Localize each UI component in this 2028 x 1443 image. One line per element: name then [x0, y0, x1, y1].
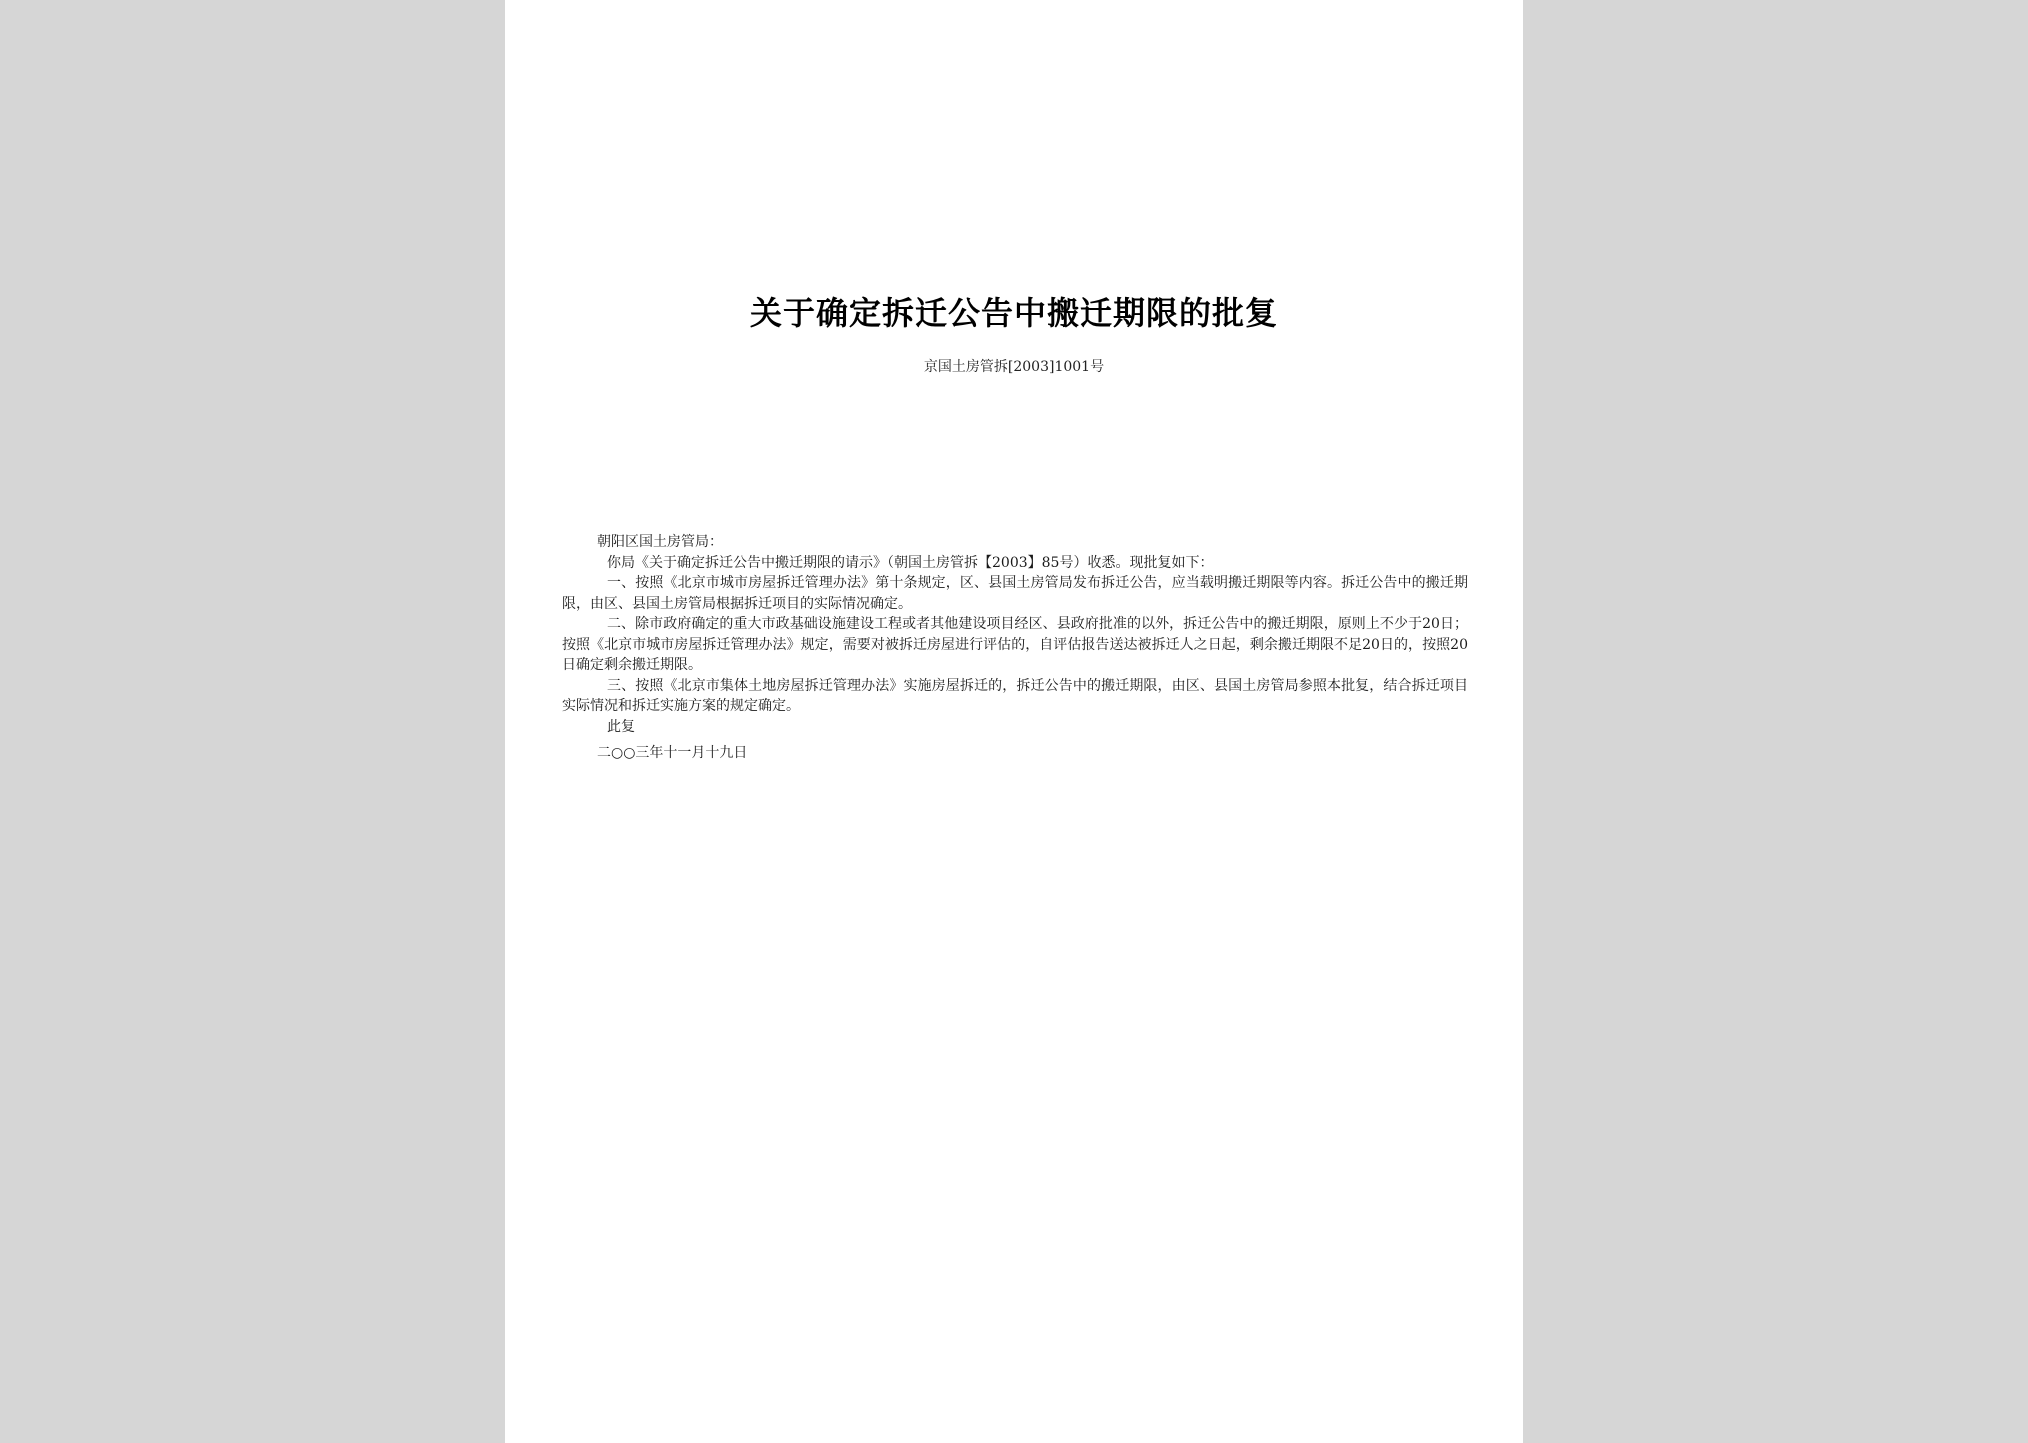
document-date: 二○○三年十一月十九日	[597, 745, 748, 761]
paragraph: 三、按照《北京市集体土地房屋拆迁管理办法》实施房屋拆迁的，拆迁公告中的搬迁期限，由区、县国土房管局参照本批复，结合拆迁项目实际情况和拆迁实施方案的规定确定。	[562, 677, 1468, 714]
document-body	[562, 532, 1468, 764]
document-title: 关于确定拆迁公告中搬迁期限的批复	[749, 294, 1278, 332]
closing-text: 此复	[607, 718, 635, 735]
paragraph: 一、按照《北京市城市房屋拆迁管理办法》第十条规定，区、县国土房管局发布拆迁公告，应当载明搬迁期限等内容。拆迁公告中的搬迁期限，由区、县国土房管局根据拆迁项目的实际情况确定。	[562, 575, 1468, 612]
document-page	[505, 0, 1523, 1443]
paragraph: 二、除市政府确定的重大市政基础设施建设工程或者其他建设项目经区、县政府批准的以外，拆迁公告中的搬迁期限，原则上不少于20日；按照《北京市城市房屋拆迁管理办法》规定，需要对被拆迁房屋进行评估的，自评估报告送达被拆迁人之日起，剩余搬迁期限不足20日的，按照20日确定剩余搬迁期限。	[562, 616, 1468, 673]
addressee: 朝阳区国土房管局：	[597, 534, 723, 550]
paragraph: 你局《关于确定拆迁公告中搬迁期限的请示》（朝国土房管拆【2003】85号）收悉。现批复如下：	[607, 554, 1214, 571]
document-number: 京国土房管拆[2003]1001号	[923, 359, 1105, 375]
